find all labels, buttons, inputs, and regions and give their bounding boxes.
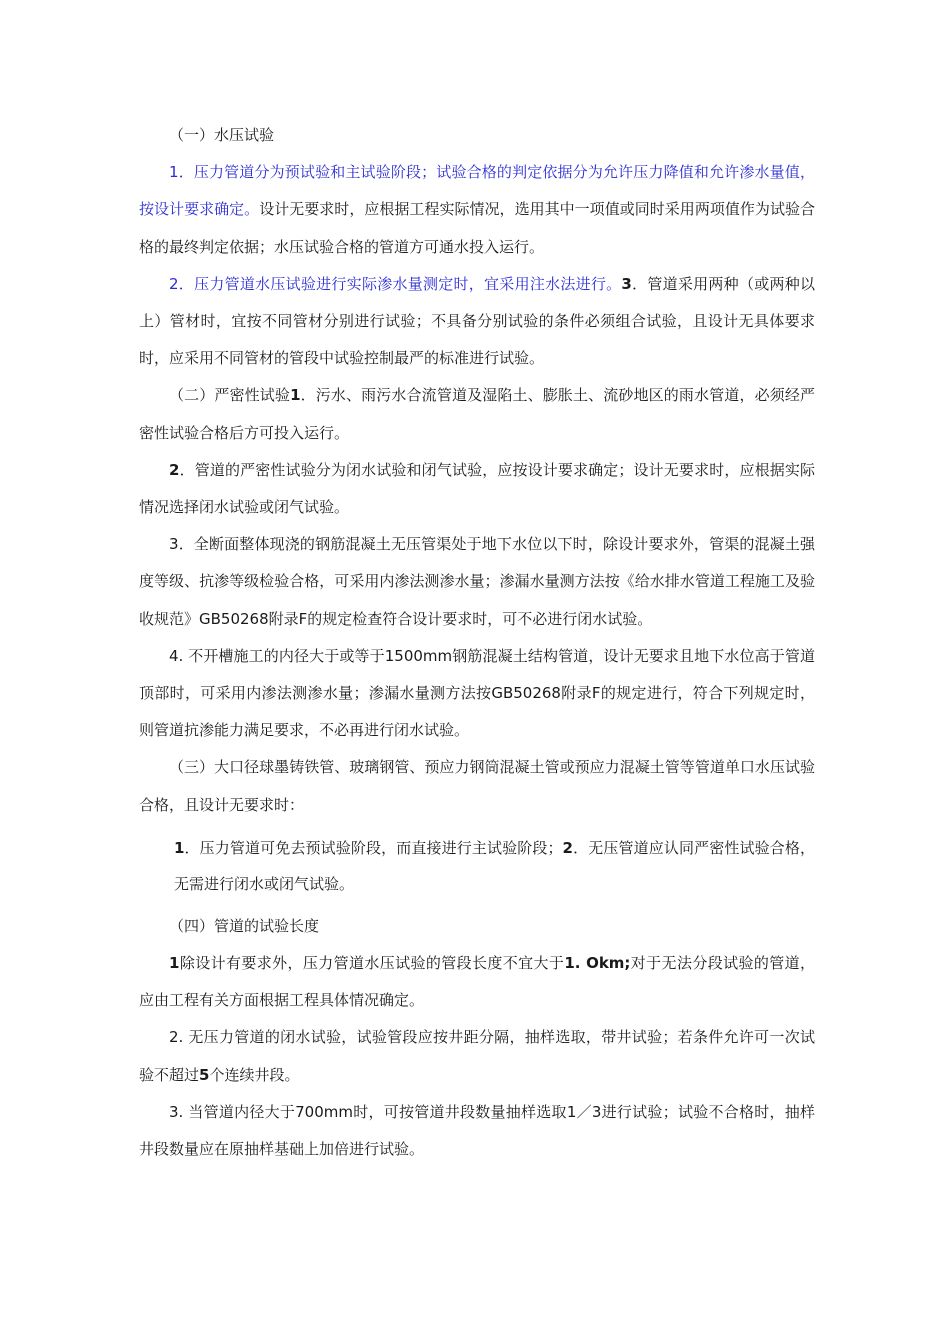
paragraph-1 [139,154,815,266]
paragraph-3 [139,452,815,526]
paragraph-text: 除设计有要求外，压力管道水压试验的管段长度不宜大于 [179,954,565,973]
paragraph-text: ．污水、雨污水合流管道及湿陷土、膨胀土、流砂地区的雨水管道，必须经严密性试验合格后方可投入运行。 [139,386,815,442]
paragraph-text: 设计无要求时，应根据工程实际情况，选用其中一项值或同时采用两项值作为试验合格的最终判定依据；水压试验合格的管道方可通水投入运行。 [139,200,815,256]
item-number: 2 [562,838,573,857]
paragraph-7 [139,945,815,1019]
paragraph-text: ．无压管道应认同严密性试验合格，无需进行闭水或闭气试验。 [174,838,815,893]
item-number: 1 [174,838,185,857]
bold-value: 1. Okm; [564,954,631,973]
paragraph-6 [139,830,815,902]
paragraph-9: 3. 当管道内径大于700mm时，可按管道井段数量抽样选取1／3进行试验；试验不合格时，抽样井段数量应在原抽样基础上加倍进行试验。 [139,1102,815,1159]
item-number: 1 [169,954,180,973]
highlighted-text: 1．压力管道分为预试验和主试验阶段；试验合格的判定依据分为允许压力降值和允许渗水量值，按设计要求确定。 [139,163,815,219]
paragraph-text: 对于无法分段试验的管道，应由工程有关方面根据工程具体情况确定。 [139,954,815,1010]
item-number: 2 [169,460,180,479]
paragraph-4: 3．全断面整体现浇的钢筋混凝土无压管渠处于地下水位以下时，除设计要求外，管渠的混凝土强度等级、抗渗等级检验合格，可采用内渗法测渗水量；渗漏水量测方法按《给水排水管道工程施工及验收规范》GB50268附录F的规定检查符合设计要求时，可不必进行闭水试验。 [139,535,815,628]
paragraph-text: 个连续井段。 [209,1065,300,1084]
heading-tightness-test [139,377,815,451]
paragraph-text: ．管道的严密性试验分为闭水试验和闭气试验，应按设计要求确定；设计无要求时，应根据实际情况选择闭水试验或闭气试验。 [139,460,815,517]
heading-test-length: （四）管道的试验长度 [169,916,320,935]
bold-value: 5 [199,1065,210,1084]
heading-large-diameter: （三）大口径球墨铸铁管、玻璃钢管、预应力钢筒混凝土管或预应力混凝土管等管道单口水压试验合格，且设计无要求时： [139,758,815,814]
paragraph-5: 4. 不开槽施工的内径大于或等于1500mm钢筋混凝土结构管道，设计无要求且地下水位高于管道顶部时，可采用内渗法测渗水量；渗漏水量测方法按GB50268附录F的规定进行，符合下列规定时，则管道抗渗能力满足要求，不必再进行闭水试验。 [139,646,815,740]
item-number: 1 [290,386,301,405]
paragraph-text: ．压力管道可免去预试验阶段，而直接进行主试验阶段； [184,838,563,857]
paragraph-text: ．管道采用两种（或两种以上）管材时，宜按不同管材分别进行试验；不具备分别试验的条件必须组合试验，且设计无具体要求时，应采用不同管材的管段中试验控制最严的标准进行试验。 [139,274,815,368]
section-heading: （二）严密性试验 [169,386,291,405]
highlighted-text: 2．压力管道水压试验进行实际渗水量测定时，宜采用注水法进行。 [169,274,622,293]
paragraph-8 [139,1019,815,1093]
document-body [139,117,815,1168]
heading-hydrostatic-test: （一）水压试验 [169,126,275,144]
paragraph-2 [139,266,815,378]
item-number: 3 [621,274,632,293]
paragraph-text: 2. 无压力管道的闭水试验，试验管段应按井距分隔，抽样选取，带井试验；若条件允许可一次试验不超过 [139,1028,815,1084]
